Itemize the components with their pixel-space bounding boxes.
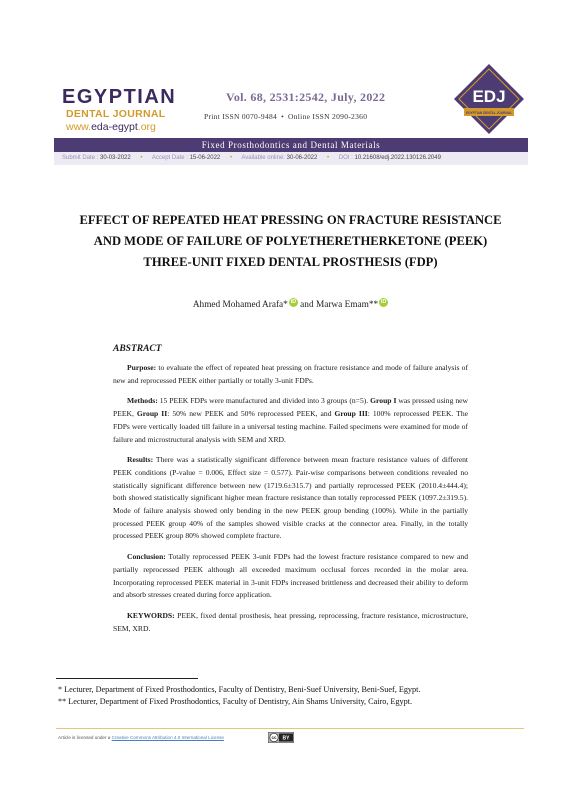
title-line: THREE-UNIT FIXED DENTAL PROSTHESIS (FDP) [143,255,438,269]
methods-text: : 50% new PEEK and 50% reprocessed PEEK, and [167,409,335,419]
footnote-affiliation-2: ** Lecturer, Department of Fixed Prosthodontics, Faculty of Dentistry, Ain Shams University, Cairo, Egypt. [58,697,413,706]
methods-text: was pressed using new PEEK, [113,396,468,419]
abstract-conclusion [113,551,468,602]
methods-text: 15 PEEK FDPs were manufactured and divided into 3 groups (n=5). [157,396,371,406]
footnote-affiliation-1: * Lecturer, Department of Fixed Prosthodontics, Faculty of Dentistry, Beni-Suef University, Beni-Suef, Egypt. [58,685,421,694]
abstract-keywords [113,610,468,635]
online-issn: Online ISSN 2090-2360 [288,112,368,121]
author-conjunction: and [300,300,314,310]
available-online-value: 30-06-2022 [286,155,318,161]
license-link[interactable]: Creative Commons Attribution 4.0 International License [111,735,224,740]
bullet-icon: • [229,155,233,161]
submit-date-value: 30-03-2022 [100,155,131,161]
doi-value[interactable]: 10.21608/edj.2022.130126.2049 [354,155,441,161]
methods-group: Group III [334,409,368,419]
keywords-label: KEYWORDS: [127,610,175,620]
title-line: AND MODE OF FAILURE OF POLYETHERETHERKETONE (PEEK) [93,234,488,248]
abstract-purpose [113,362,468,387]
abstract-heading: ABSTRACT [113,344,162,354]
journal-website-link[interactable] [66,121,156,133]
edj-logo-text: EDJ [472,87,506,106]
issn-line [204,112,367,121]
url-main: eda-egypt [91,121,138,133]
author-first: Ahmed Mohamed Arafa* [192,300,288,310]
available-online-label: Available online: [241,155,285,161]
title-line: EFFECT OF REPEATED HEAT PRESSING ON FRACTURE RESISTANCE [79,213,502,227]
by-label: BY [282,735,290,742]
edj-logo-ribbon: EGYPTIAN DENTAL JOURNAL [465,111,513,115]
bullet-icon: • [327,155,330,161]
journal-brand-subtitle: DENTAL JOURNAL [66,108,166,120]
orcid-icon[interactable]: iD [290,299,297,305]
footnote-divider [56,678,198,679]
conclusion-text: Totally reprocessed PEEK 3-unit FDPs had the lowest fracture resistance compared to new and partially reprocessed PEEK although all exceeded maximum occlusal forces recorded in the molar area. Incorporating reprocessed PEEK material in 3-unit FDPs increased brittleness and decreased their ability to deform and absorb stresses created during force application. [113,552,468,600]
doi-label: DOI : [338,155,353,161]
submit-date-label: Submit Date : [62,155,99,161]
methods-text: : 100% reprocessed PEEK. The FDPs were vertically loaded till failure in a universal testing machine. Failed specimens were examined for mode of failure and microstructural analysis with SEM and XRD. [113,409,469,444]
accept-date-label: Accept Date : [151,155,188,161]
license-prefix: Article is licensed under a [58,735,112,740]
conclusion-label: Conclusion: [127,552,166,562]
edj-logo-icon [452,62,526,136]
bullet-icon: • [140,155,143,161]
methods-label: Methods: [127,396,158,406]
dates-bar [54,152,528,165]
volume-info: Vol. 68, 2531:2542, July, 2022 [226,90,386,104]
author-second: Marwa Emam** [315,300,379,310]
abstract-results [113,454,468,543]
paper-title [40,210,541,273]
cc-by-license-icon[interactable] [268,732,294,743]
abstract-methods [113,395,468,446]
print-issn: Print ISSN 0070-9484 [204,112,278,121]
url-suffix: .org [137,121,156,133]
methods-group: Group II [136,409,168,419]
section-banner: Fixed Prosthodontics and Dental Materials [54,138,528,152]
footer-divider [56,728,524,729]
journal-brand-title: EGYPTIAN [62,86,177,108]
methods-group: Group I [370,396,397,406]
abstract-body [113,362,468,643]
purpose-text: to evaluate the effect of repeated heat pressing on fracture resistance and mode of failure analysis of new and reprocessed PEEK either partially or totally 3-unit FDPs. [113,363,468,385]
results-label: Results: [127,455,154,465]
accept-date-value: 15-06-2022 [189,155,221,161]
keywords-text: PEEK, fixed dental prosthesis, heat pressing, reprocessing, fracture resistance, microstructure, SEM, XRD. [113,610,468,633]
license-notice [58,735,224,740]
issn-separator-icon: • [281,112,285,121]
purpose-label: Purpose: [127,363,157,372]
url-prefix: www. [66,121,92,133]
author-line [60,298,521,310]
cc-label: cc [271,735,277,741]
orcid-icon[interactable]: iD [380,299,387,305]
results-text: There was a statistically significant difference between mean fracture resistance values of different PEEK conditions (P-value = 0.006, Effect size = 0.577). Pair-wise comparisons between conditions revealed no statistically significant difference between new (1719.6±315.7) and partially reprocessed PEEK (2010.4±444.4); both showed statistically significant higher mean fracture resistance than totally reprocessed PEEK (1097.2±319.5). Mode of failure analysis showed only bending in the new PEEK group bending (100%). While in the partially processed PEEK group 40% of the samples showed visible cracks at the connector area. Finally, in the totally processed PEEK group 80% showed complete fracture. [113,455,468,541]
